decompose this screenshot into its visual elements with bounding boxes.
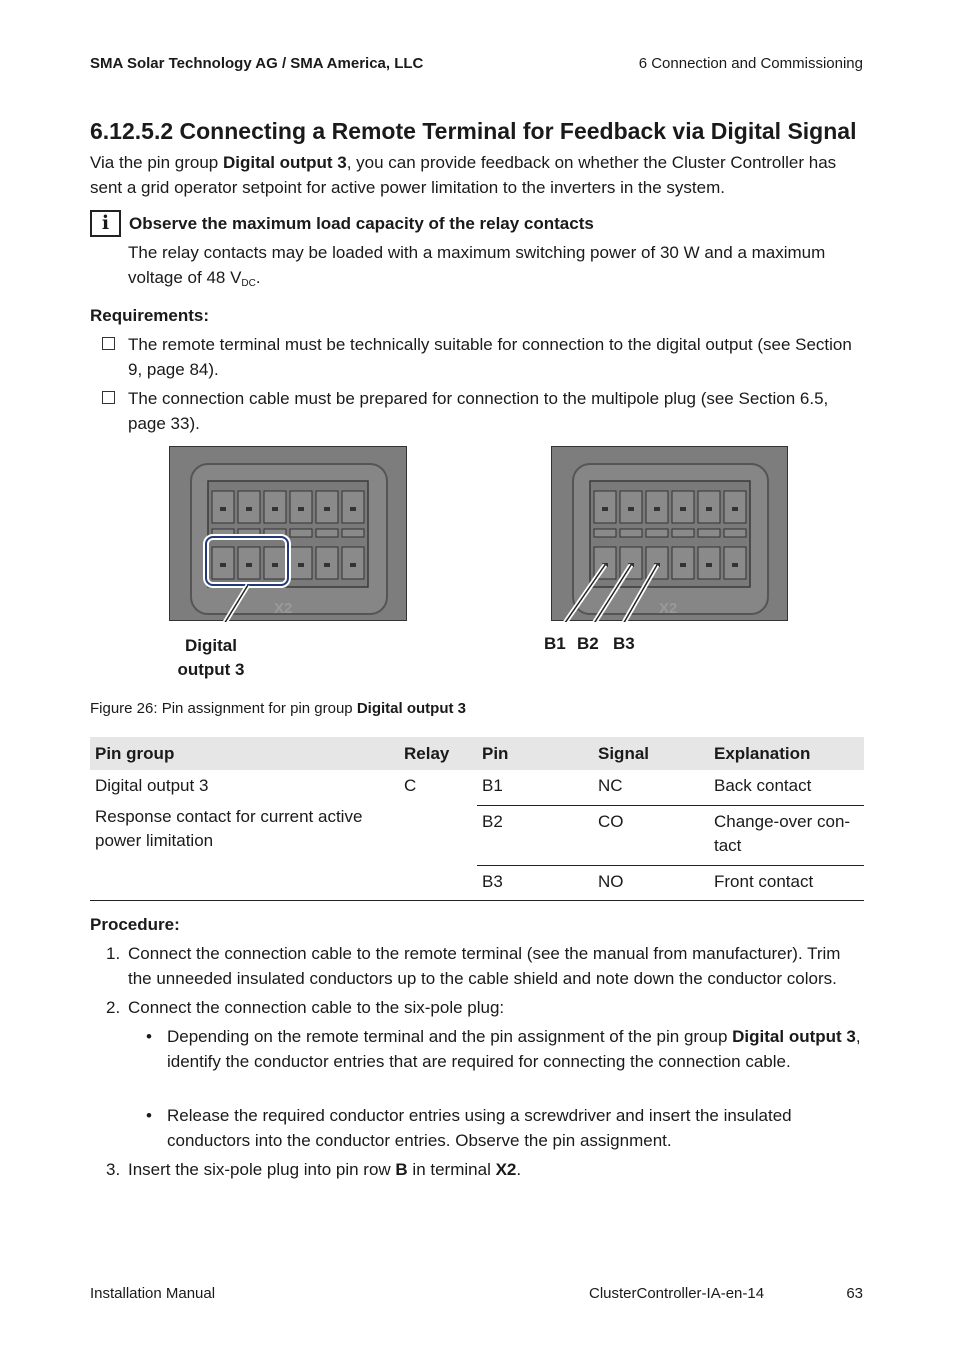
callout-digital-output: Digital output 3 (177, 636, 245, 679)
intro-paragraph: Via the pin group Digital output 3, you can provide feedback on whether the Cluster Controller has sent a grid operator setpoint for active power limitation to the inverters in the system. (90, 153, 837, 197)
checkbox-icon (102, 337, 115, 350)
terminal-label-right: X2 (659, 600, 678, 617)
intro-bold: Digital output 3 (222, 153, 347, 172)
header-company: SMA Solar Technology AG / SMA America, LLC (90, 55, 424, 72)
procedure-step-1: Connect the connection cable to the remote terminal (see the manual from manufacturer). Trim the unneeded insulated conductors up to the cable shield and note down the conductor colors. (128, 944, 841, 988)
step-number: 1. (106, 944, 121, 963)
requirements-label: Requirements: (90, 306, 210, 325)
header-explanation: Explanation (709, 737, 864, 770)
header-chapter: 6 Connection and Commissioning (638, 55, 863, 72)
explanation-cell: Back contact (709, 770, 864, 805)
signal-cell: NC (593, 770, 709, 805)
explanation-cell: Change-over con-tact (709, 805, 864, 865)
terminal-drawing-right (552, 447, 789, 622)
explanation-cell: Front contact (709, 865, 864, 901)
figure-caption: Figure 26: Pin assignment for pin group Digital output 3 (90, 700, 466, 717)
callout-b2: B2 (577, 634, 599, 653)
pin-cell: B3 (477, 865, 593, 901)
relay-cell: C (399, 770, 477, 901)
footer-doc-id: ClusterController-IA-en-14 (589, 1285, 765, 1302)
header-pin-group: Pin group (90, 737, 399, 770)
header-relay: Relay (399, 737, 477, 770)
note-title: Observe the maximum load capacity of the relay contacts (129, 214, 594, 233)
header-pin: Pin (477, 737, 593, 770)
info-icon: i (90, 210, 121, 237)
pin-assignment-table (90, 737, 864, 901)
table-row (90, 770, 864, 805)
callout-b3: B3 (613, 634, 635, 653)
note-body: The relay contacts may be loaded with a maximum switching power of 30 W and a maximum voltage of 48 $V_{DC}$. (128, 243, 826, 289)
bullet-icon: • (146, 1027, 152, 1046)
procedure-step-3: Insert the six-pole plug into pin row B in terminal X2. (128, 1160, 522, 1179)
signal-cell: CO (593, 805, 709, 865)
footer-manual: Installation Manual (90, 1285, 216, 1302)
bullet-icon: • (146, 1106, 152, 1125)
checkbox-icon (102, 391, 115, 404)
step-number: 3. (106, 1160, 121, 1179)
requirement-item: The remote terminal must be technically suitable for connection to the digital output (see Section 9, page 84). (128, 335, 852, 379)
terminal-figure-right (551, 446, 788, 621)
callout-b1: B1 (544, 634, 566, 653)
step-number: 2. (106, 998, 121, 1017)
procedure-label: Procedure: (90, 915, 180, 934)
procedure-bullet-1: Depending on the remote terminal and the pin assignment of the pin group Digital output 3, identify the conductor entries that are required for connecting the connection cable. (167, 1027, 861, 1071)
table-header-row (90, 737, 864, 770)
signal-cell: NO (593, 865, 709, 901)
pin-group-cell: Digital output 3 Response contact for current active power limitation (90, 770, 399, 901)
procedure-step-2: Connect the connection cable to the six-pole plug: (128, 998, 505, 1017)
procedure-bullet-2: Release the required conductor entries using a screwdriver and insert the insulated conductors into the conductor entries. Observe the pin assignment. (167, 1106, 792, 1150)
terminal-label-left: X2 (274, 600, 293, 617)
section-title: 6.12.5.2 Connecting a Remote Terminal for Feedback via Digital Signal (90, 118, 857, 144)
header-signal: Signal (593, 737, 709, 770)
requirement-item: The connection cable must be prepared for connection to the multipole plug (see Section 6.5, page 33). (128, 389, 829, 433)
page-number: 63 (846, 1285, 863, 1302)
terminal-drawing-left (170, 447, 408, 622)
pin-cell: B2 (477, 805, 593, 865)
terminal-figure-left (169, 446, 407, 621)
pin-cell: B1 (477, 770, 593, 805)
